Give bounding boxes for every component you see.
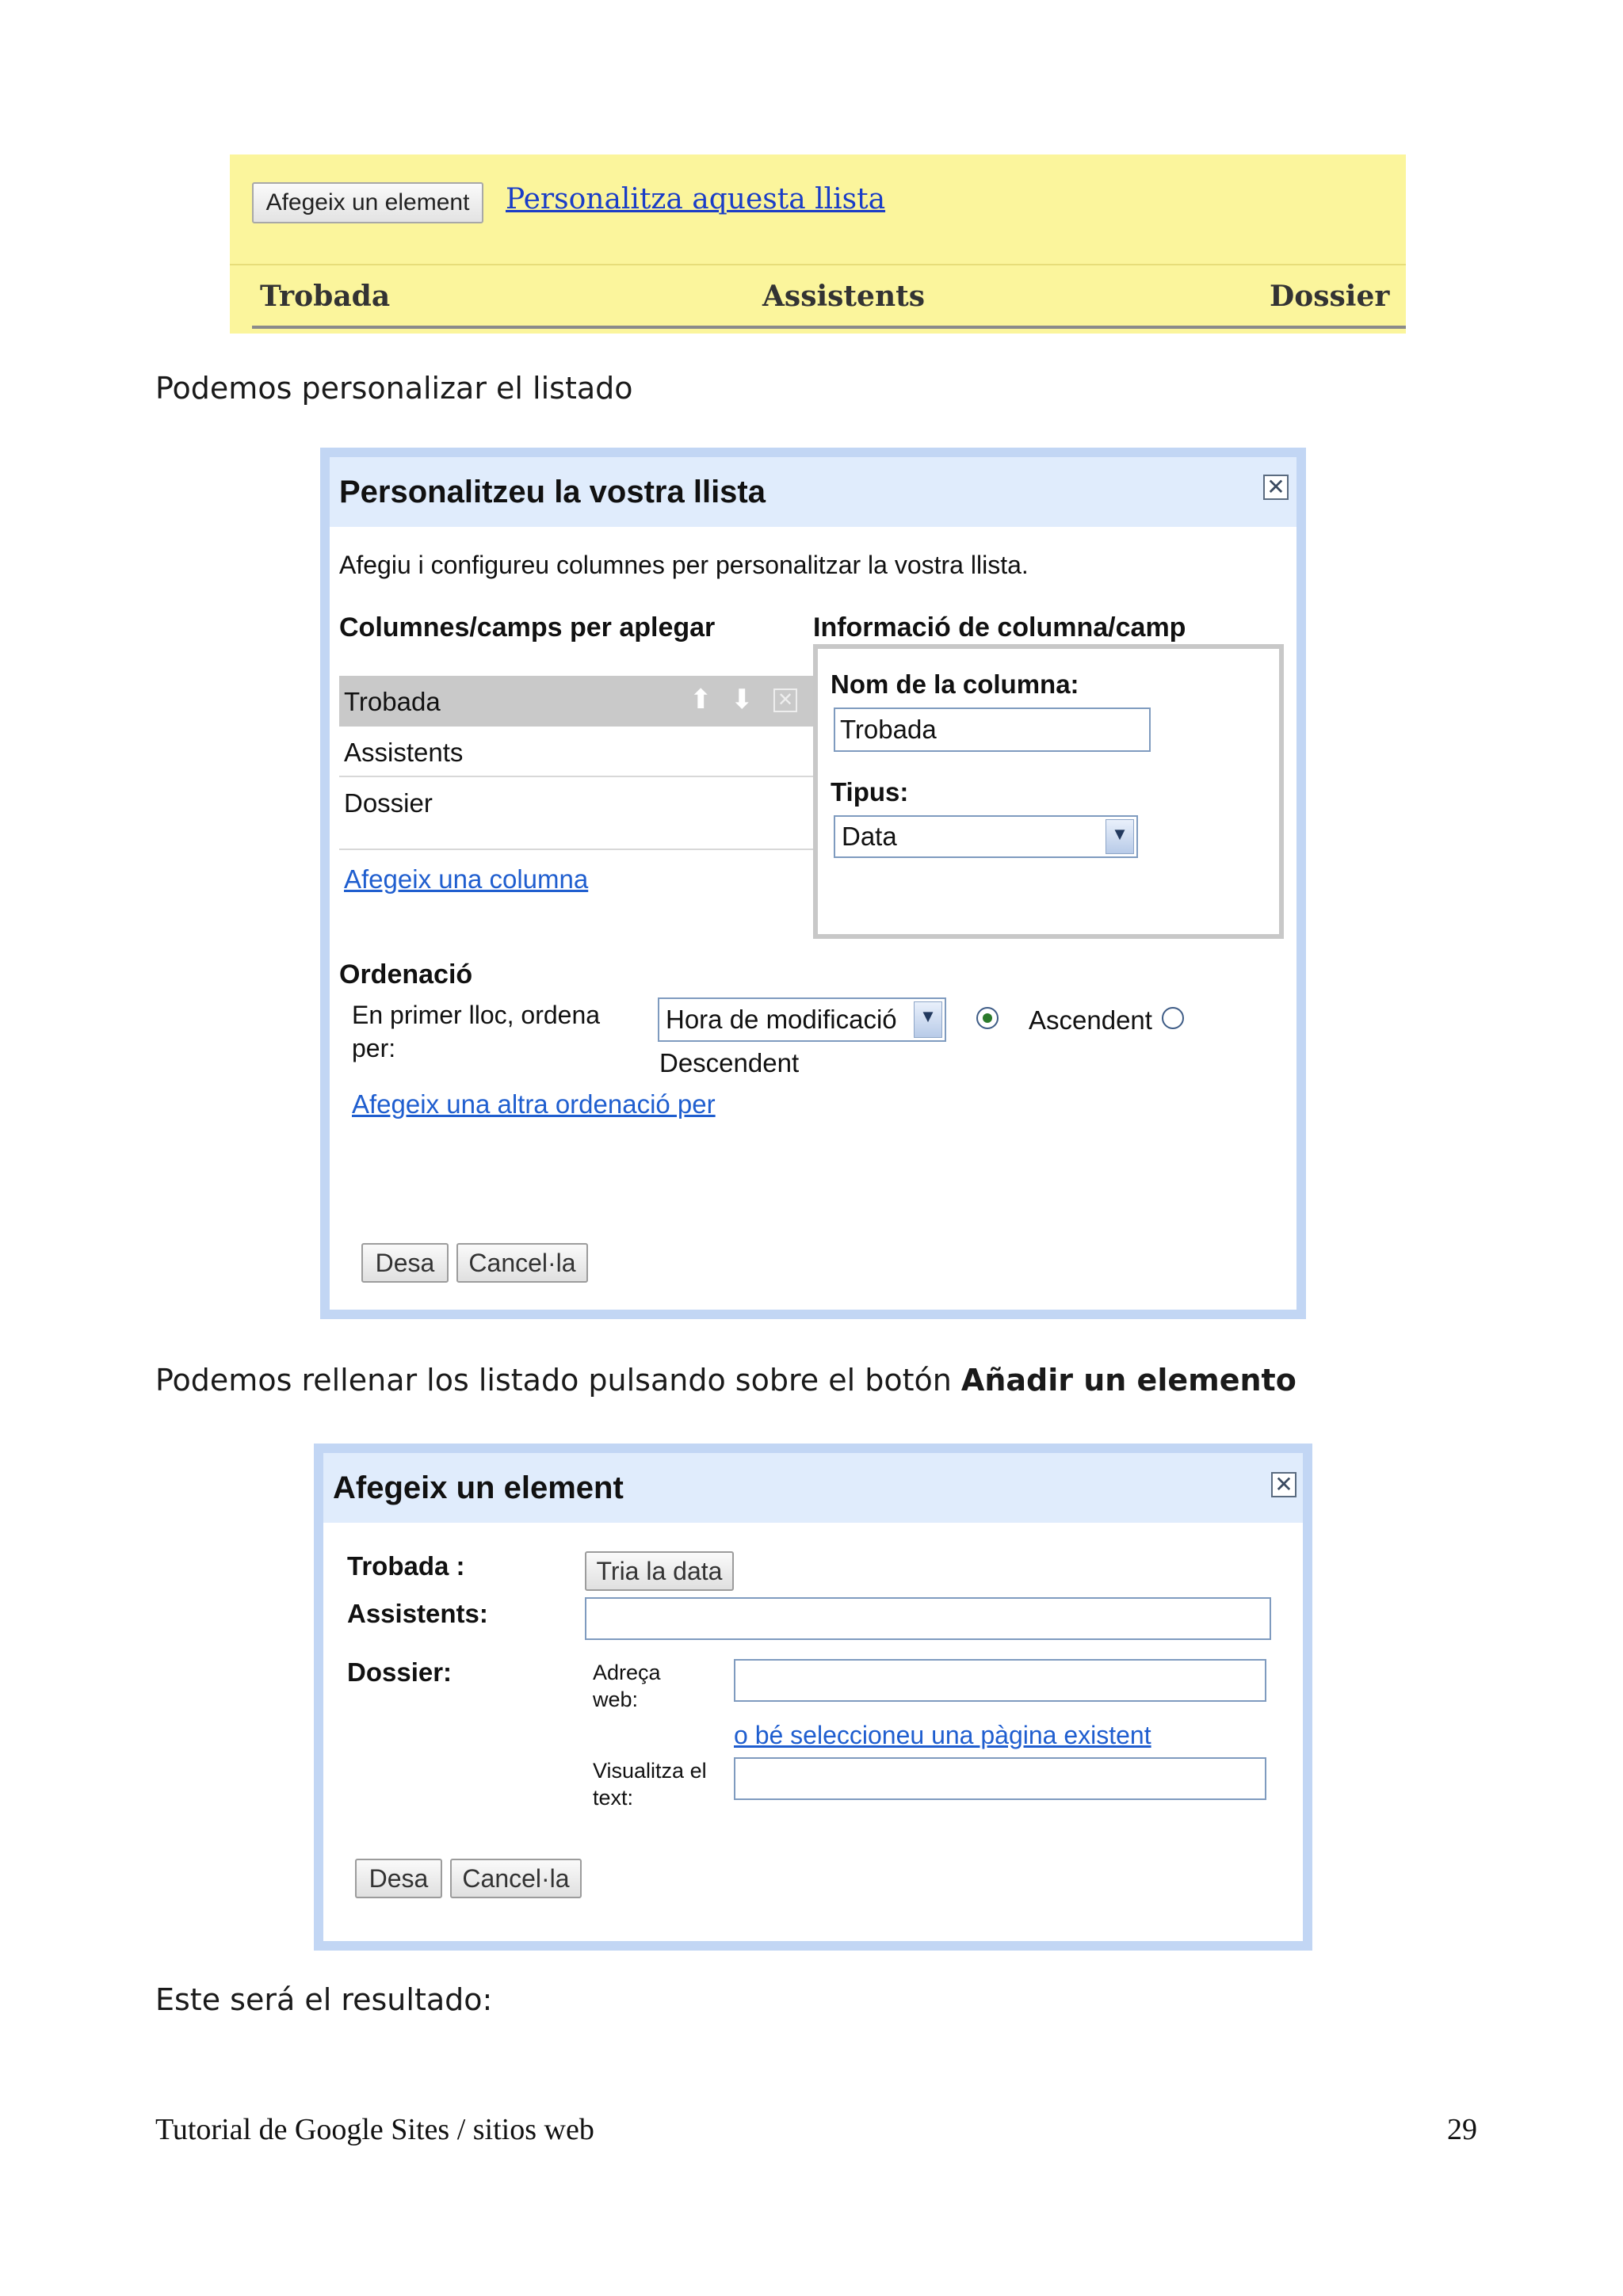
column-name-label: Nom de la columna: [831, 669, 1079, 699]
column-row-selected[interactable] [339, 676, 813, 727]
add-column-link[interactable]: Afegeix una columna [344, 864, 589, 894]
ascendent-radio[interactable] [976, 1007, 999, 1029]
dialog-title-bar [330, 457, 1296, 527]
delete-column-icon[interactable]: ✕ [773, 688, 797, 712]
cancel-button[interactable]: Cancel·la [450, 1859, 582, 1898]
web-address-input[interactable] [734, 1659, 1266, 1702]
column-info-panel [813, 644, 1284, 939]
paragraph-fill-list [155, 1363, 1296, 1398]
dialog-title-bar [323, 1453, 1303, 1523]
display-text-label-line1: Visualitza el [593, 1759, 707, 1783]
header-underline [252, 326, 1406, 329]
footer-title: Tutorial de Google Sites / sitios web [155, 2113, 594, 2146]
paragraph-result: Este será el resultado: [155, 1982, 493, 2017]
arrow-down-icon[interactable]: ⬇ [731, 685, 754, 715]
type-select[interactable] [834, 815, 1138, 858]
column-row-label: Assistents [344, 738, 464, 767]
customize-list-link[interactable]: Personalitza aquesta llista [506, 183, 886, 215]
chevron-down-icon: ▼ [1106, 819, 1134, 854]
order-first-label-line1: En primer lloc, ordena [352, 1001, 601, 1029]
web-address-label-line1: Adreça [593, 1661, 661, 1684]
pick-date-button[interactable]: Tria la data [585, 1551, 734, 1591]
ordering-heading: Ordenació [339, 959, 473, 990]
arrow-up-icon[interactable]: ⬆ [689, 685, 712, 715]
select-existing-page-link[interactable]: o bé seleccioneu una pàgina existent [734, 1721, 1151, 1749]
column-header-assistents[interactable]: Assistents [762, 280, 926, 313]
add-element-button[interactable]: Afegeix un element [252, 182, 483, 223]
column-header-dossier[interactable]: Dossier [1270, 280, 1390, 313]
save-button[interactable]: Desa [361, 1243, 449, 1283]
paragraph-text: Podemos rellenar los listado pulsando sobre el botón [155, 1363, 961, 1398]
paragraph-customize: Podemos personalizar el listado [155, 371, 633, 406]
web-address-label-line2: web: [593, 1688, 639, 1711]
close-icon[interactable]: ✕ [1263, 475, 1289, 500]
add-element-dialog [314, 1444, 1312, 1951]
dossier-label: Dossier: [347, 1657, 453, 1687]
ascendent-label: Ascendent [1029, 1005, 1152, 1035]
save-button[interactable]: Desa [355, 1859, 442, 1898]
close-icon[interactable]: ✕ [1271, 1472, 1296, 1497]
order-field-value: Hora de modificació [666, 1005, 897, 1034]
add-order-link[interactable]: Afegeix una altra ordenació per [352, 1089, 716, 1119]
descendent-radio[interactable] [1162, 1007, 1184, 1029]
type-select-value: Data [842, 822, 897, 851]
customize-list-dialog [320, 448, 1306, 1319]
order-field-select[interactable] [658, 997, 946, 1042]
chevron-down-icon: ▼ [914, 1001, 942, 1038]
dialog-intro: Afegiu i configureu columnes per personalitzar la vostra llista. [339, 551, 1029, 579]
display-text-label-line2: text: [593, 1786, 634, 1810]
descendent-label: Descendent [659, 1048, 800, 1077]
list-screenshot [230, 154, 1406, 334]
column-header-trobada[interactable]: Trobada [260, 280, 391, 313]
dialog-title: Personalitzeu la vostra llista [339, 475, 766, 509]
assistents-label: Assistents: [347, 1599, 488, 1628]
list-divider [230, 264, 1406, 265]
column-row-label: Dossier [344, 788, 433, 818]
column-row[interactable] [339, 727, 813, 777]
page-number: 29 [1447, 2113, 1477, 2146]
column-info-heading: Informació de columna/camp [813, 612, 1186, 643]
paragraph-bold-text: Añadir un elemento [960, 1363, 1296, 1398]
column-row-label: Trobada [344, 687, 441, 716]
column-row[interactable] [339, 777, 813, 850]
display-text-input[interactable] [734, 1757, 1266, 1800]
cancel-button[interactable]: Cancel·la [456, 1243, 588, 1283]
order-first-label-line2: per: [352, 1034, 396, 1062]
dialog-title: Afegeix un element [333, 1470, 624, 1505]
column-name-input[interactable]: Trobada [834, 707, 1151, 752]
type-label: Tipus: [831, 777, 909, 807]
trobada-label: Trobada : [347, 1551, 465, 1581]
columns-heading: Columnes/camps per aplegar [339, 612, 716, 643]
assistents-input[interactable] [585, 1597, 1271, 1640]
